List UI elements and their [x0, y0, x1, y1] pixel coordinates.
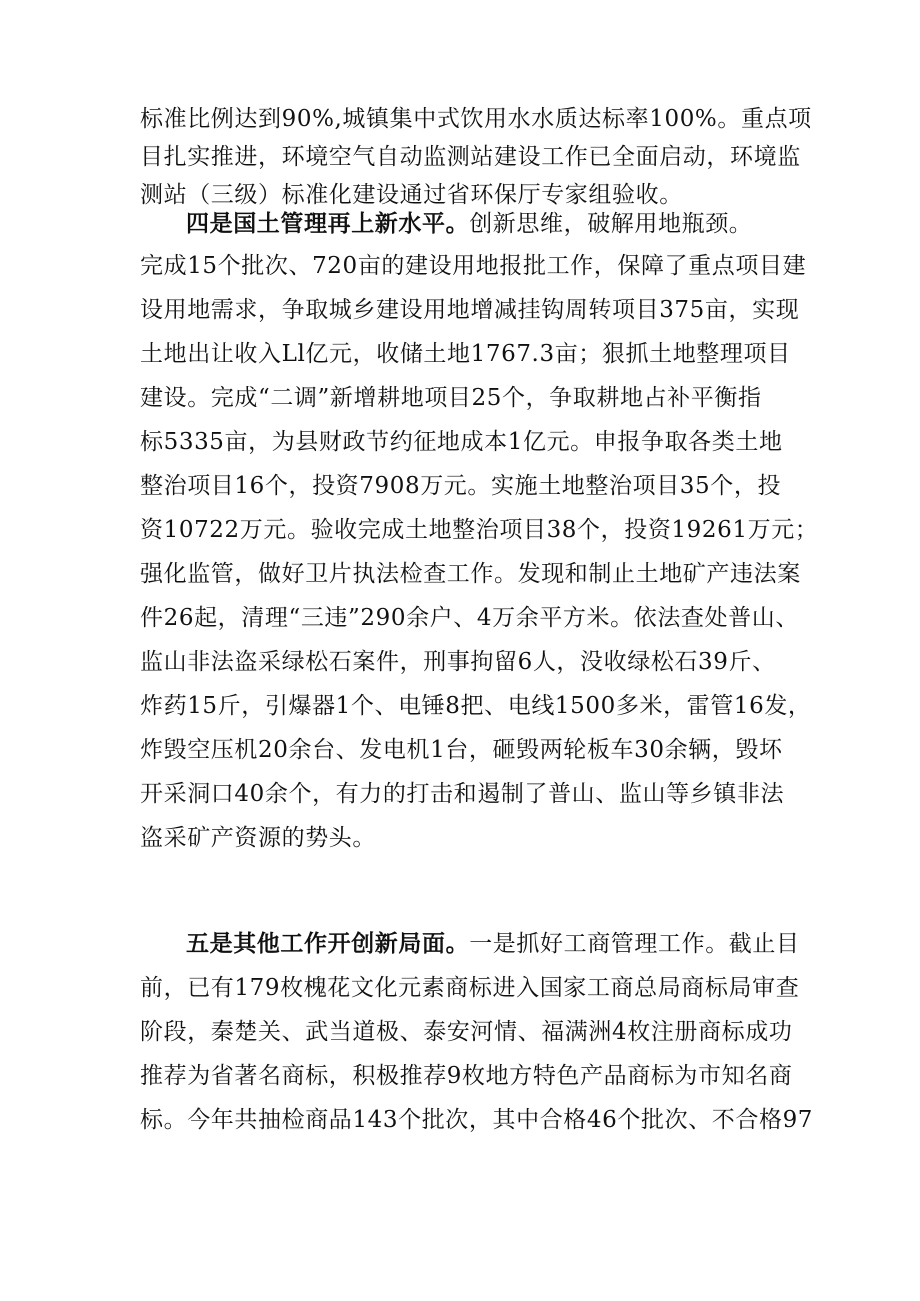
text-line: 整治项目16个，投资7908万元。实施土地整治项目35个，投 — [140, 473, 782, 499]
text-line: 强化监管，做好卫片执法检查工作。发现和制止土地矿产违法案 — [140, 561, 801, 587]
text-line: 建设。完成“二调”新增耕地项目25个，争取耕地占补平衡指 — [140, 385, 762, 411]
paragraph-heading-line — [140, 922, 800, 966]
text-line: 件26起，清理“三违”290余户、4万余平方米。依法查处普山、 — [140, 605, 799, 631]
paragraph-other-work — [140, 922, 814, 1142]
heading-continuation: 创新思维，破解用地瓶颈。 — [469, 211, 753, 237]
paragraph-land-management — [140, 202, 819, 860]
text-line: 炸药15斤，引爆器1个、电锤8把、电线1500多米，雷管16发， — [140, 693, 812, 719]
paragraph-environment — [140, 100, 812, 214]
text-line: 监山非法盗采绿松石案件，刑事拘留6人，没收绿松石39斤、 — [140, 649, 776, 675]
text-line: 盗采矿产资源的势头。 — [140, 825, 376, 851]
heading-continuation: 一是抓好工商管理工作。截止目 — [469, 931, 800, 957]
text-line: 标。今年共抽检商品143个批次，其中合格46个批次、不合格97 — [140, 1107, 814, 1133]
section-heading: 四是国土管理再上新水平。 — [186, 210, 470, 237]
paragraph-heading-line — [140, 202, 800, 244]
text-line: 标准比例达到90%,城镇集中式饮用水水质达标率100%。重点项 — [140, 106, 812, 132]
text-line: 推荐为省著名商标，积极推荐9枚地方特色产品商标为市知名商 — [140, 1063, 793, 1089]
text-line: 土地出让收入Ll亿元，收储土地1767.3亩；狠抓土地整理项目 — [140, 341, 791, 367]
text-line: 资10722万元。验收完成土地整治项目38个，投资19261万元； — [140, 517, 819, 543]
text-line: 设用地需求，争取城乡建设用地增减挂钩周转项目375亩，实现 — [140, 297, 800, 323]
text-line: 标5335亩，为县财政节约征地成本1亿元。申报争取各类土地 — [140, 429, 783, 455]
text-line: 目扎实推进，环境空气自动监测站建设工作已全面启动，环境监 — [140, 144, 801, 170]
text-line: 前，已有179枚槐花文化元素商标进入国家工商总局商标局审查 — [140, 975, 800, 1001]
text-line: 炸毁空压机20余台、发电机1台，砸毁两轮板车30余辆，毁坏 — [140, 737, 783, 763]
section-heading: 五是其他工作开创新局面。 — [186, 930, 470, 957]
text-line: 完成15个批次、720亩的建设用地报批工作，保障了重点项目建 — [140, 253, 807, 279]
text-line: 开采洞口40余个，有力的打击和遏制了普山、监山等乡镇非法 — [140, 781, 785, 807]
text-line: 阶段，秦楚关、武当道极、泰安河情、福满洲4枚注册商标成功 — [140, 1019, 793, 1045]
text-line: 测站（三级）标准化建设通过省环保厅专家组验收。 — [140, 182, 683, 208]
